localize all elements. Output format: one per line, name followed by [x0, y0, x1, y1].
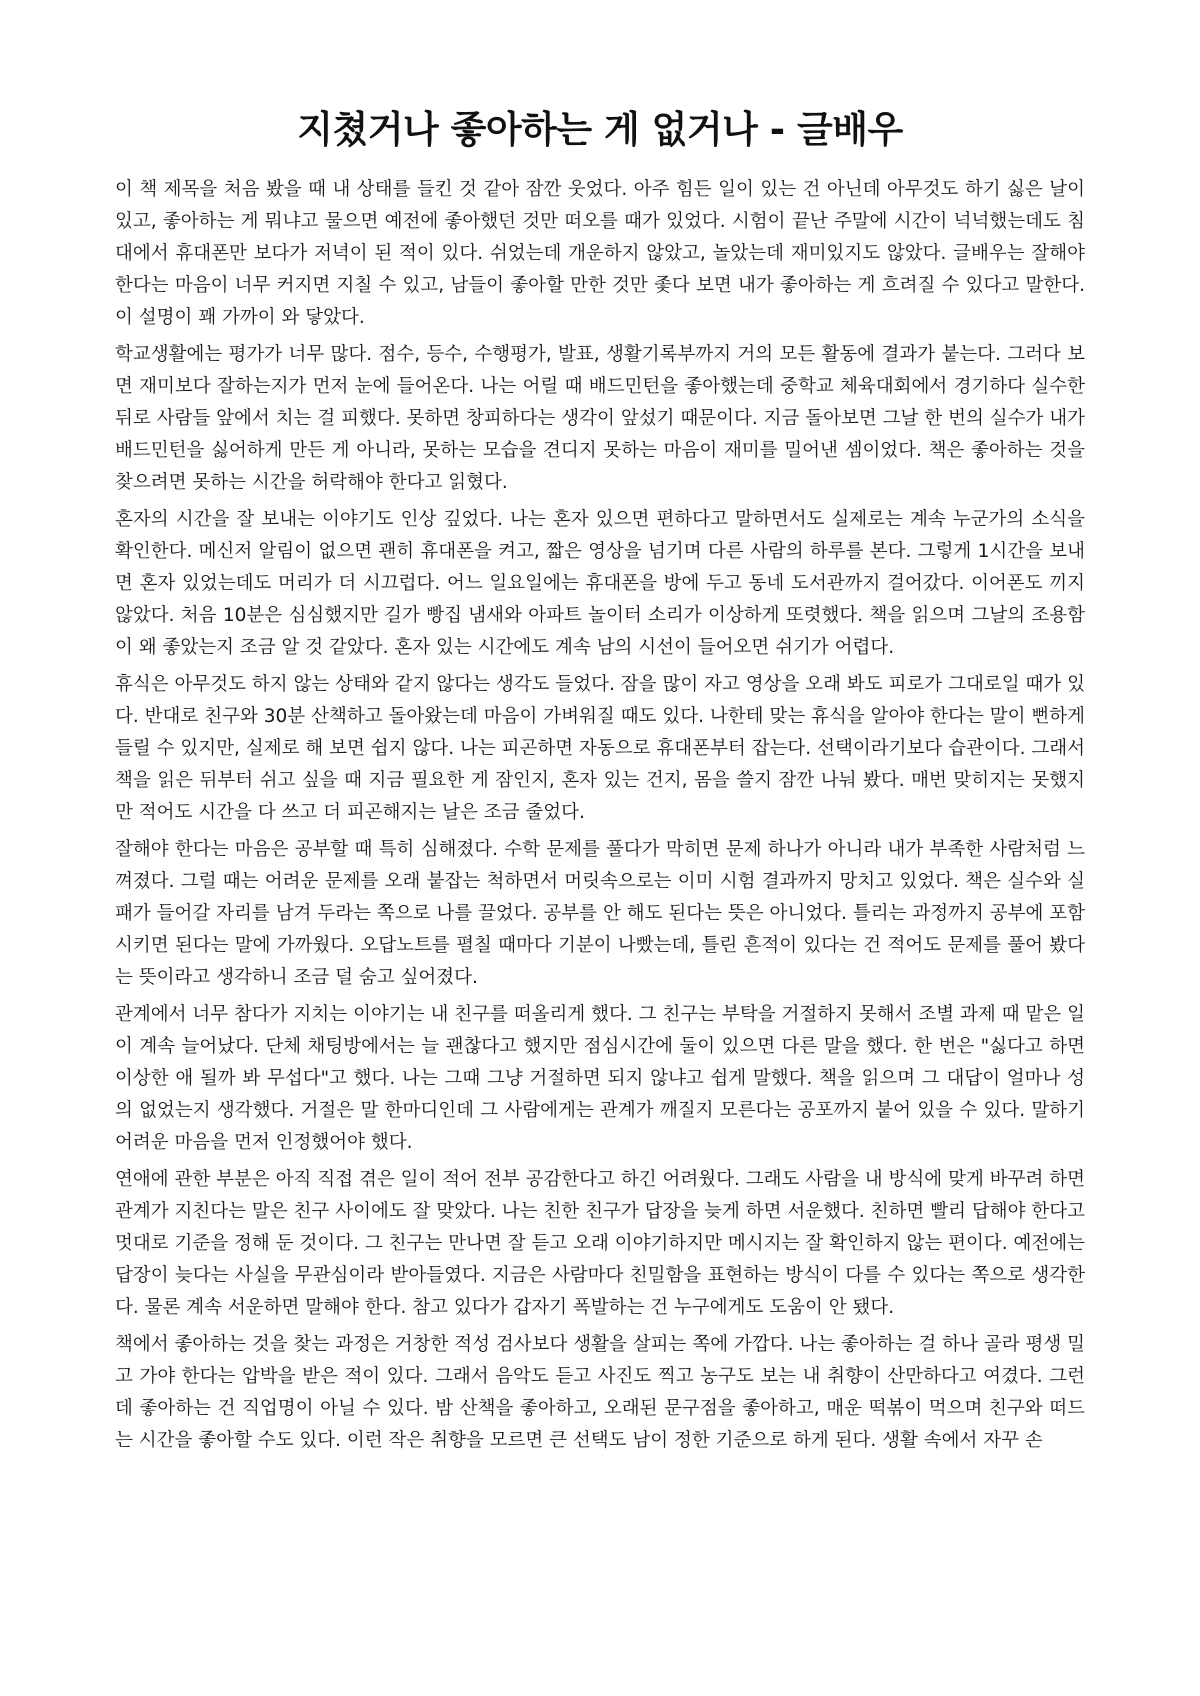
paragraph-3: 혼자의 시간을 잘 보내는 이야기도 인상 깊었다. 나는 혼자 있으면 편하다고 말하면서도 실제로는 계속 누군가의 소식을 확인한다. 메신저 알림이 없으면 괜히 휴대폰을 켜고, 짧은 영상을 넘기며 다른 사람의 하루를 본다. 그렇게 1시간을 보내면 혼자 있었는데도 머리가 더 시끄럽다. 어느 일요일에는 휴대폰을 방에 두고 동네 도서관까지 걸어갔다. 이어폰도 끼지 않았다. 처음 10분은 심심했지만 길가 빵집 냄새와 아파트 놀이터 소리가 이상하게 또렷했다. 책을 읽으며 그날의 조용함이 왜 좋았는지 조금 알 것 같았다. 혼자 있는 시간에도 계속 남의 시선이 들어오면 쉬기가 어렵다.	[115, 509, 1085, 658]
paragraph-5: 잘해야 한다는 마음은 공부할 때 특히 심해졌다. 수학 문제를 풀다가 막히면 문제 하나가 아니라 내가 부족한 사람처럼 느껴졌다. 그럴 때는 어려운 문제를 오래 붙잡는 척하면서 머릿속으로는 이미 시험 결과까지 망치고 있었다. 책은 실수와 실패가 들어갈 자리를 남겨 두라는 쪽으로 나를 끌었다. 공부를 안 해도 된다는 뜻은 아니었다. 틀리는 과정까지 공부에 포함시키면 된다는 말에 가까웠다. 오답노트를 펼칠 때마다 기분이 나빴는데, 틀린 흔적이 있다는 건 적어도 문제를 풀어 봤다는 뜻이라고 생각하니 조금 덜 숨고 싶어졌다.	[115, 839, 1085, 988]
paragraph-1: 이 책 제목을 처음 봤을 때 내 상태를 들킨 것 같아 잠깐 웃었다. 아주 힘든 일이 있는 건 아닌데 아무것도 하기 싫은 날이 있고, 좋아하는 게 뭐냐고 물으면 예전에 좋아했던 것만 떠오를 때가 있었다. 시험이 끝난 주말에 시간이 넉넉했는데도 침대에서 휴대폰만 보다가 저녁이 된 적이 있다. 쉬었는데 개운하지 않았고, 놀았는데 재미있지도 않았다. 글배우는 잘해야 한다는 마음이 너무 커지면 지칠 수 있고, 남들이 좋아할 만한 것만 좇다 보면 내가 좋아하는 게 흐려질 수 있다고 말한다. 이 설명이 꽤 가까이 와 닿았다.	[115, 179, 1085, 328]
document-body	[115, 174, 1085, 1457]
page-title: 지쳤거나 좋아하는 게 없거나 - 글배우	[297, 108, 903, 151]
paragraph-6: 관계에서 너무 참다가 지치는 이야기는 내 친구를 떠올리게 했다. 그 친구는 부탁을 거절하지 못해서 조별 과제 때 맡은 일이 계속 늘어났다. 단체 채팅방에서는 늘 괜찮다고 했지만 점심시간에 둘이 있으면 다른 말을 했다. 한 번은 "싫다고 하면 이상한 애 될까 봐 무섭다"고 했다. 나는 그때 그냥 거절하면 되지 않냐고 쉽게 말했다. 책을 읽으며 그 대답이 얼마나 성의 없었는지 생각했다. 거절은 말 한마디인데 그 사람에게는 관계가 깨질지 모른다는 공포까지 붙어 있을 수 있다. 말하기 어려운 마음을 먼저 인정했어야 했다.	[115, 1004, 1085, 1153]
paragraph-8: 책에서 좋아하는 것을 찾는 과정은 거창한 적성 검사보다 생활을 살피는 쪽에 가깝다. 나는 좋아하는 걸 하나 골라 평생 밀고 가야 한다는 압박을 받은 적이 있다. 그래서 음악도 듣고 사진도 찍고 농구도 보는 내 취향이 산만하다고 여겼다. 그런데 좋아하는 건 직업명이 아닐 수 있다. 밤 산책을 좋아하고, 오래된 문구점을 좋아하고, 매운 떡볶이 먹으며 친구와 떠드는 시간을 좋아할 수도 있다. 이런 작은 취향을 모르면 큰 선택도 남이 정한 기준으로 하게 된다. 생활 속에서 자꾸 손	[115, 1334, 1085, 1451]
paragraph-2: 학교생활에는 평가가 너무 많다. 점수, 등수, 수행평가, 발표, 생활기록부까지 거의 모든 활동에 결과가 붙는다. 그러다 보면 재미보다 잘하는지가 먼저 눈에 들어온다. 나는 어릴 때 배드민턴을 좋아했는데 중학교 체육대회에서 경기하다 실수한 뒤로 사람들 앞에서 치는 걸 피했다. 못하면 창피하다는 생각이 앞섰기 때문이다. 지금 돌아보면 그날 한 번의 실수가 내가 배드민턴을 싫어하게 만든 게 아니라, 못하는 모습을 견디지 못하는 마음이 재미를 밀어낸 셈이었다. 책은 좋아하는 것을 찾으려면 못하는 시간을 허락해야 한다고 읽혔다.	[115, 344, 1085, 493]
paragraph-4: 휴식은 아무것도 하지 않는 상태와 같지 않다는 생각도 들었다. 잠을 많이 자고 영상을 오래 봐도 피로가 그대로일 때가 있다. 반대로 친구와 30분 산책하고 돌아왔는데 마음이 가벼워질 때도 있다. 나한테 맞는 휴식을 알아야 한다는 말이 뻔하게 들릴 수 있지만, 실제로 해 보면 쉽지 않다. 나는 피곤하면 자동으로 휴대폰부터 잡는다. 선택이라기보다 습관이다. 그래서 책을 읽은 뒤부터 쉬고 싶을 때 지금 필요한 게 잠인지, 혼자 있는 건지, 몸을 쓸지 잠깐 나눠 봤다. 매번 맞히지는 못했지만 적어도 시간을 다 쓰고 더 피곤해지는 날은 조금 줄었다.	[115, 674, 1085, 823]
paragraph-7: 연애에 관한 부분은 아직 직접 겪은 일이 적어 전부 공감한다고 하긴 어려웠다. 그래도 사람을 내 방식에 맞게 바꾸려 하면 관계가 지친다는 말은 친구 사이에도 잘 맞았다. 나는 친한 친구가 답장을 늦게 하면 서운했다. 친하면 빨리 답해야 한다고 멋대로 기준을 정해 둔 것이다. 그 친구는 만나면 잘 듣고 오래 이야기하지만 메시지는 잘 확인하지 않는 편이다. 예전에는 답장이 늦다는 사실을 무관심이라 받아들였다. 지금은 사람마다 친밀함을 표현하는 방식이 다를 수 있다는 쪽으로 생각한다. 물론 계속 서운하면 말해야 한다. 참고 있다가 갑자기 폭발하는 건 누구에게도 도움이 안 됐다.	[115, 1169, 1085, 1318]
